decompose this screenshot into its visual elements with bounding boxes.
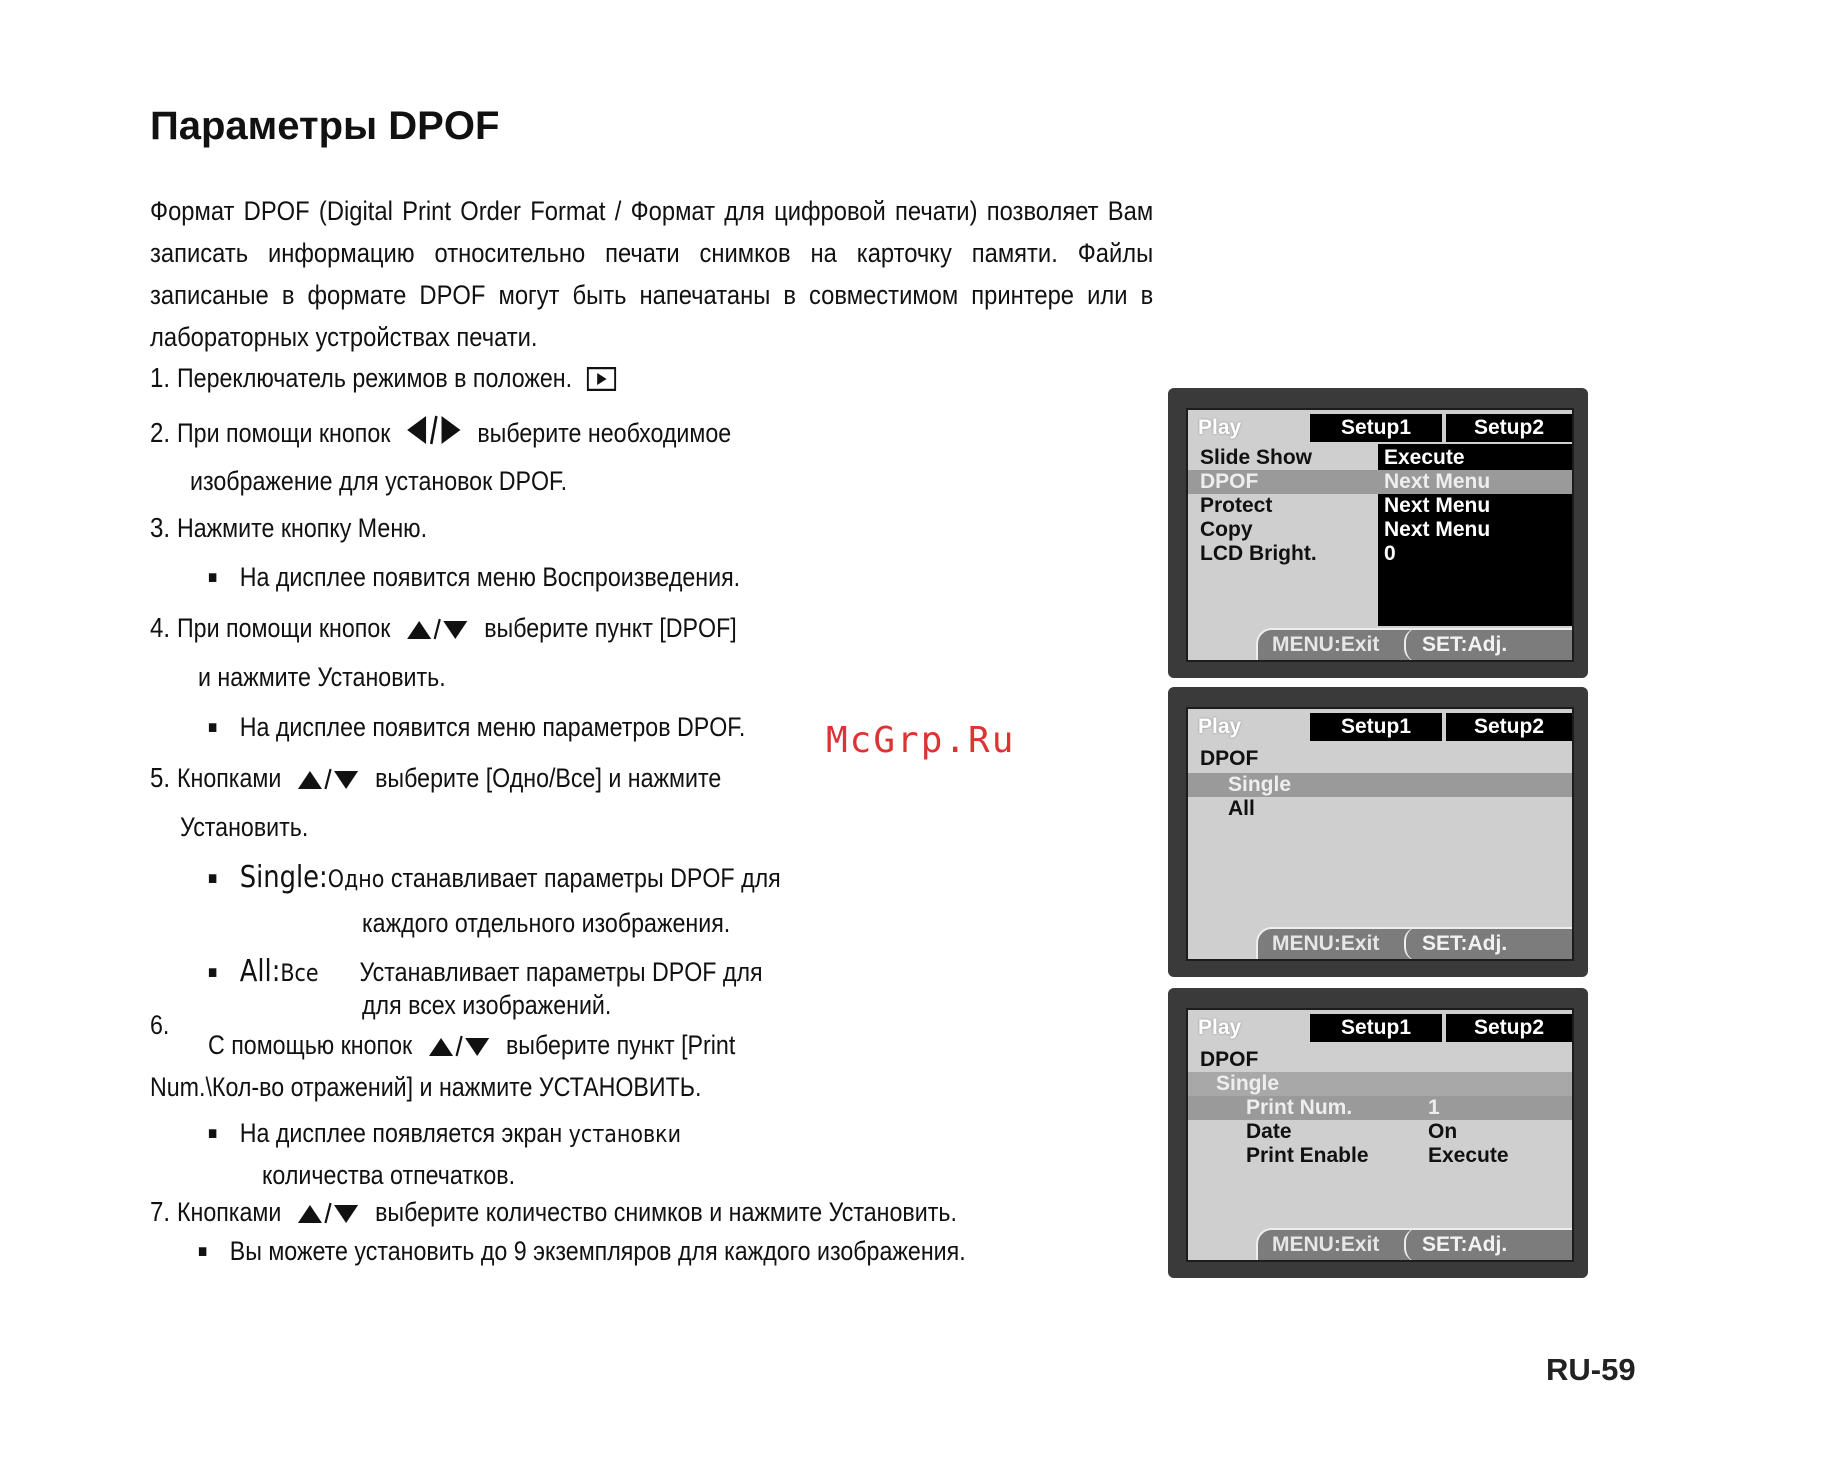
step-text: Кнопками [176, 1197, 282, 1227]
menu-row-dpof: DPOF Next Menu [1188, 470, 1572, 494]
tab-play: Play [1188, 1014, 1306, 1042]
menu-tabs [1188, 709, 1572, 743]
step-6-number: 6. [150, 1010, 170, 1040]
tab-play: Play [1188, 414, 1306, 442]
intro-paragraph: Формат DPOF (Digital Print Order Format / Формат для цифровой печати) позволяет Вам записать информацию относительно печати снимков на карточку памяти. Файлы записаные в формате DPOF могут быть напечатаны в совместимом принтере или в лабораторных устройствах печати. [150, 196, 1154, 352]
option-single: Single [1188, 773, 1572, 797]
step-text: С помощью кнопок [208, 1030, 413, 1060]
menu-row-protect: Protect Next Menu [1200, 494, 1491, 517]
play-mode-icon [587, 367, 616, 398]
up-down-arrows-icon [406, 617, 470, 648]
tab-setup2: Setup2 [1446, 414, 1572, 442]
step-2 [150, 414, 731, 453]
step-number: 3. [150, 512, 171, 543]
camera-screen-play-menu [1168, 388, 1588, 678]
step-5-single [208, 860, 781, 895]
step-4 [150, 612, 737, 648]
all-key: All: [239, 954, 281, 989]
menu-row-lcd-bright: LCD Bright. 0 [1200, 542, 1396, 565]
tab-setup1: Setup1 [1310, 713, 1442, 741]
single-text: станавливает параметры DPOF для [390, 863, 781, 893]
all-word: Все [280, 959, 319, 987]
step-text: выберите количество снимков и нажмите Установить. [375, 1197, 957, 1227]
single-word: Одно [327, 865, 385, 893]
step-5-all [208, 954, 763, 989]
step-number: 1. [150, 362, 171, 393]
up-down-arrows-icon [296, 767, 360, 798]
step-2-cont: изображение для установок DPOF. [190, 466, 568, 496]
page-title: Параметры DPOF [150, 104, 500, 148]
set-adj-hint: SET:Adj. [1422, 932, 1508, 955]
step-text: Переключатель режимов в положен. [176, 363, 573, 393]
left-right-arrows-icon [406, 414, 463, 453]
step-5-single-cont: каждого отдельного изображения. [362, 908, 731, 938]
bullet-icon: ■ [208, 868, 218, 888]
step-1 [150, 362, 625, 398]
menu-tabs [1188, 1010, 1572, 1044]
step-text: Кнопками [176, 763, 282, 793]
menu-exit-hint: MENU:Exit [1272, 1233, 1380, 1256]
menu-row-copy: Copy Next Menu [1200, 518, 1491, 541]
single-key: Single: [239, 860, 328, 895]
row-print-num: Print Num. 1 [1188, 1096, 1572, 1120]
tab-setup2: Setup2 [1446, 713, 1572, 741]
step-number: 4. [150, 612, 171, 643]
tab-setup2: Setup2 [1446, 1014, 1572, 1042]
camera-screen-dpof-select [1168, 687, 1588, 977]
step-text: выберите необходимое [477, 418, 732, 448]
step-text: При помощи кнопок [176, 613, 391, 643]
menu-exit-hint: MENU:Exit [1272, 633, 1380, 656]
step-6-bullet: ■ На дисплее появляется экран установки [208, 1118, 682, 1148]
bullet-icon: ■ [208, 962, 218, 982]
step-7-bullet: ■ Вы можете установить до 9 экземпляров для каждого изображения. [198, 1236, 966, 1266]
step-5 [150, 762, 721, 798]
step-text: выберите [Одно/Все] и нажмите [375, 763, 722, 793]
step-5-all-cont: для всех изображений. [362, 990, 612, 1020]
option-all: All [1228, 797, 1255, 820]
bullet-icon: ■ [198, 1241, 208, 1261]
status-bar [1256, 1228, 1574, 1262]
step-number: 7. [150, 1196, 171, 1227]
step-text: При помощи кнопок [176, 418, 391, 448]
step-6 [208, 1030, 735, 1065]
set-adj-hint: SET:Adj. [1422, 1233, 1508, 1256]
tab-play: Play [1188, 713, 1306, 741]
row-print-enable: Print Enable Execute [1246, 1144, 1509, 1167]
step-text: выберите пункт [Print [505, 1030, 736, 1060]
set-adj-hint: SET:Adj. [1422, 633, 1508, 656]
step-7 [150, 1196, 957, 1232]
dpof-heading: DPOF [1200, 1048, 1259, 1071]
single-subheading: Single [1188, 1072, 1572, 1096]
status-bar [1256, 628, 1574, 662]
step-6-cont: Num.\Кол-во отражений] и нажмите УСТАНОВИТЬ. [150, 1072, 702, 1102]
step-text: Нажмите кнопку Меню. [176, 513, 428, 543]
step-4-cont: и нажмите Установить. [198, 662, 446, 692]
step-3 [150, 512, 427, 544]
menu-tabs [1188, 410, 1572, 444]
step-3-bullet: ■ На дисплее появится меню Воспроизведения. [208, 562, 741, 592]
menu-row-slide-show: Slide Show Execute [1200, 446, 1465, 469]
page-number: RU-59 [1546, 1352, 1636, 1387]
step-text: выберите пункт [DPOF] [484, 613, 737, 643]
row-date: Date On [1246, 1120, 1458, 1143]
up-down-arrows-icon [296, 1201, 360, 1232]
all-text: Устанавливает параметры DPOF для [359, 957, 763, 987]
step-5-cont: Установить. [180, 812, 309, 842]
step-4-bullet: ■ На дисплее появится меню параметров DPOF. [208, 712, 746, 742]
bullet-icon: ■ [208, 717, 218, 737]
up-down-arrows-icon [427, 1034, 491, 1065]
camera-screen-dpof-single [1168, 988, 1588, 1278]
tab-setup1: Setup1 [1310, 1014, 1442, 1042]
watermark: McGrp.Ru [826, 720, 1016, 761]
step-number: 2. [150, 417, 171, 448]
step-6-bullet-cont: количества отпечатков. [262, 1160, 516, 1190]
step-number: 5. [150, 762, 171, 793]
status-bar [1256, 927, 1574, 961]
bullet-icon: ■ [208, 1123, 218, 1143]
menu-exit-hint: MENU:Exit [1272, 932, 1380, 955]
bullet-icon: ■ [208, 567, 218, 587]
dpof-heading: DPOF [1200, 747, 1259, 770]
tab-setup1: Setup1 [1310, 414, 1442, 442]
